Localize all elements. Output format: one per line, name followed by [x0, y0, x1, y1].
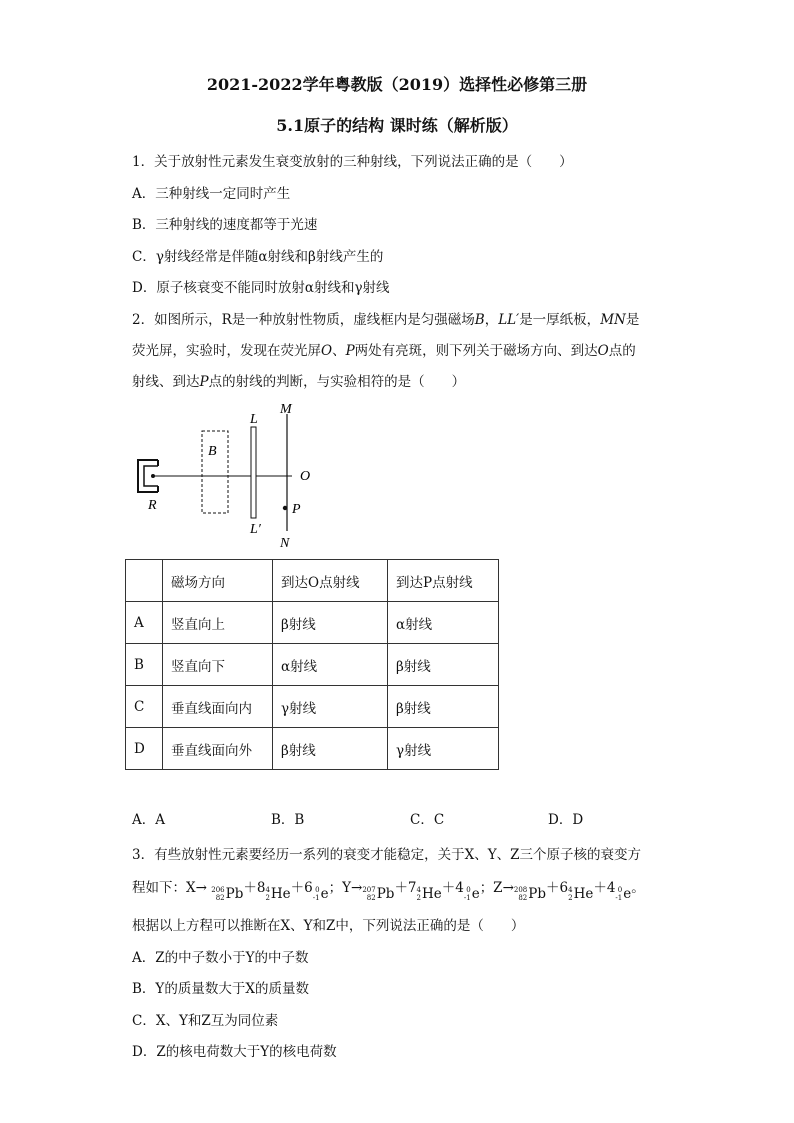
- q2-text: ，: [484, 312, 499, 328]
- isotope-he: [568, 886, 593, 902]
- q2-text: 、: [332, 343, 346, 359]
- symbol: e: [623, 886, 632, 902]
- paper-board: [251, 427, 256, 518]
- mass-number: 0: [466, 886, 471, 894]
- table-cell: γ射线: [273, 686, 388, 728]
- q2-answer-a: A．A: [132, 812, 165, 828]
- formula-text: ；Y→: [328, 880, 363, 896]
- table-cell: α射线: [388, 602, 499, 644]
- label-n: N: [280, 536, 290, 548]
- isotope-pb206: [211, 886, 243, 902]
- table-cell: 磁场方向: [163, 560, 273, 602]
- mass-number: 4: [416, 886, 421, 894]
- symbol: He: [422, 886, 442, 902]
- q2-var-p: P: [345, 343, 355, 359]
- mass-number: 0: [617, 886, 623, 894]
- q2-text: 荧光屏，实验时，发现在荧光屏: [132, 343, 321, 359]
- table-cell: [126, 560, 163, 602]
- table-cell: 竖直向下: [163, 644, 273, 686]
- table-cell: γ射线: [388, 728, 499, 770]
- table-cell: 垂直线面向内: [163, 686, 273, 728]
- formula-text: ＋7: [394, 880, 417, 896]
- q3-option-b: B．Y的质量数大于X的质量数: [132, 981, 309, 997]
- formula-text: ＋4: [441, 880, 464, 896]
- label-l: L: [250, 412, 258, 427]
- table-header-row: [126, 560, 499, 602]
- formula-text: ＋4: [593, 880, 616, 896]
- symbol: He: [573, 886, 594, 902]
- q2-text: 射线、到达: [132, 374, 200, 390]
- q3-option-d: D．Z的核电荷数大于Y的核电荷数: [132, 1044, 337, 1060]
- symbol: Pb: [225, 886, 244, 902]
- symbol: e: [471, 886, 480, 902]
- q3-decay-equations: [132, 876, 645, 902]
- table-row: [126, 602, 499, 644]
- q3-stem-line1: 3．有些放射性元素要经历一系列的衰变才能稳定，关于X、Y、Z三个原子核的衰变方: [132, 847, 641, 863]
- table-cell: B: [126, 644, 163, 686]
- table-cell: C: [126, 686, 163, 728]
- q2-text: 是一厚纸板，: [519, 312, 601, 328]
- mass-number: 4: [568, 886, 573, 894]
- label-l-prime: L′: [250, 522, 261, 537]
- symbol: e: [320, 886, 329, 902]
- table-cell: β射线: [273, 602, 388, 644]
- atomic-number: 2: [265, 894, 270, 902]
- q2-var-b: B: [474, 312, 485, 328]
- atomic-number: 82: [366, 894, 376, 902]
- isotope-he: [417, 886, 442, 902]
- document-title: 2021-2022学年粤教版（2019）选择性必修第三册: [206, 75, 588, 94]
- isotope-e: [313, 886, 329, 902]
- isotope-e: [615, 886, 631, 902]
- table-cell: 到达P点射线: [388, 560, 499, 602]
- q1-stem: 1．关于放射性元素发生衰变放射的三种射线，下列说法正确的是（ ）: [132, 154, 573, 170]
- table-cell: 垂直线面向外: [163, 728, 273, 770]
- label-b: B: [208, 444, 217, 459]
- label-m: M: [280, 402, 292, 417]
- q2-text: 是: [625, 312, 640, 328]
- table-cell: β射线: [273, 728, 388, 770]
- mass-number: 4: [265, 886, 270, 894]
- isotope-he: [265, 886, 290, 902]
- atomic-number: 82: [518, 894, 528, 902]
- q1-option-d: D．原子核衰变不能同时放射α射线和γ射线: [132, 280, 390, 296]
- symbol: Pb: [376, 886, 395, 902]
- table-cell: 到达O点射线: [273, 560, 388, 602]
- atomic-number: -1: [312, 894, 320, 902]
- table-cell: α射线: [273, 644, 388, 686]
- mass-number: 207: [362, 886, 376, 894]
- q2-var-ll: LL′: [498, 312, 520, 328]
- mass-number: 206: [211, 886, 225, 894]
- formula-text: 。: [631, 880, 645, 896]
- formula-text: ＋6: [290, 880, 313, 896]
- q2-answer-b: B．B: [271, 812, 305, 828]
- q2-stem-line2: [132, 339, 636, 359]
- atomic-number: -1: [615, 894, 623, 902]
- atomic-number: 2: [416, 894, 421, 902]
- atomic-number: 82: [215, 894, 225, 902]
- formula-text: ＋6: [546, 880, 569, 896]
- table-cell: D: [126, 728, 163, 770]
- q2-text: 点的: [608, 343, 636, 359]
- mass-number: 208: [513, 886, 528, 894]
- table-row: [126, 728, 499, 770]
- formula-text: 程如下：X→: [132, 880, 207, 896]
- q2-text: 2．如图所示，R是一种放射性物质，虚线框内是匀强磁场: [132, 312, 475, 328]
- atomic-number: 2: [568, 894, 573, 902]
- table-cell: 竖直向上: [163, 602, 273, 644]
- q1-option-a: A．三种射线一定同时产生: [132, 186, 291, 202]
- atomic-number: -1: [463, 894, 471, 902]
- q3-stem-line3: 根据以上方程可以推断在X、Y和Z中，下列说法正确的是（ ）: [132, 918, 525, 934]
- label-o: O: [300, 469, 311, 484]
- q2-var-o: O: [597, 343, 609, 359]
- q2-var-p: P: [199, 374, 209, 390]
- q2-stem-line1: [132, 308, 639, 328]
- q2-answer-d: D．D: [548, 812, 584, 828]
- symbol: He: [270, 886, 291, 902]
- table-row: [126, 686, 499, 728]
- symbol: Pb: [528, 886, 546, 902]
- isotope-pb207: [362, 886, 394, 902]
- table-cell: β射线: [388, 686, 499, 728]
- table-row: [126, 644, 499, 686]
- q1-option-c: C．γ射线经常是伴随α射线和β射线产生的: [132, 249, 384, 265]
- mass-number: 0: [315, 886, 320, 894]
- q2-text: 点的射线的判断，与实验相符的是（ ）: [208, 374, 466, 390]
- q2-text: 两处有亮斑，则下列关于磁场方向、到达: [354, 343, 598, 359]
- q2-stem-line3: [132, 370, 465, 390]
- options-table: [125, 559, 499, 770]
- table-cell: β射线: [388, 644, 499, 686]
- formula-text: ＋8: [243, 880, 266, 896]
- q3-option-c: C．X、Y和Z互为同位素: [132, 1013, 279, 1029]
- q1-option-b: B．三种射线的速度都等于光速: [132, 217, 318, 233]
- q2-answer-c: C．C: [410, 812, 445, 828]
- q2-var-mn: MN: [600, 312, 626, 328]
- q3-option-a: A．Z的中子数小于Y的中子数: [132, 950, 309, 966]
- experiment-diagram: [130, 398, 340, 548]
- q2-var-o: O: [321, 343, 333, 359]
- label-r: R: [148, 498, 157, 513]
- document-subtitle: 5.1原子的结构 课时练（解析版）: [276, 116, 518, 135]
- isotope-e: [464, 886, 480, 902]
- isotope-pb208: [514, 886, 546, 902]
- table-cell: A: [126, 602, 163, 644]
- label-p: P: [292, 502, 301, 517]
- point-p-dot: [283, 506, 287, 510]
- formula-text: ；Z→: [479, 880, 514, 896]
